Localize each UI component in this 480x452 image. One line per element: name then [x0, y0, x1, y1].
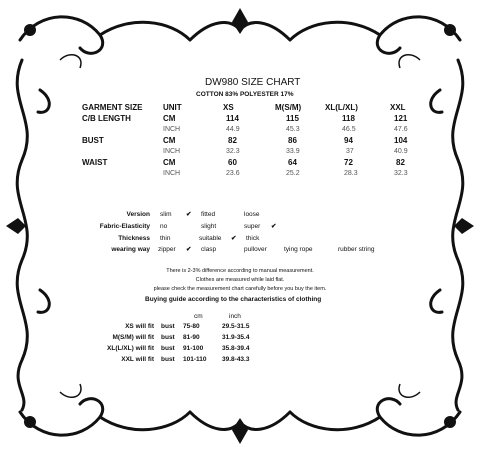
guide-inch: 29.5-31.5 [222, 323, 250, 330]
row-label-bust: BUST [82, 136, 104, 145]
option-super: super [244, 223, 261, 230]
label-wearing-way: wearing way [111, 246, 150, 253]
option-clasp: clasp [201, 246, 217, 253]
guide-size: XS will fit [125, 323, 154, 330]
cell-value: 64 [288, 158, 297, 167]
guide-part: bust [161, 345, 175, 352]
option-suitable: suitable [199, 235, 222, 242]
cell-value-inch: 23.6 [226, 170, 240, 177]
option-thick: thick [246, 235, 260, 242]
guide-size: XL(L/XL) will fit [107, 345, 154, 352]
cell-value: 94 [344, 136, 353, 145]
cell-value-inch: 44.9 [226, 126, 240, 133]
cell-unit-inch: INCH [163, 126, 181, 133]
cell-value: 118 [342, 114, 355, 123]
row-label-cb-length: C/B LENGTH [82, 114, 131, 123]
guide-cm: 101-110 [183, 356, 207, 363]
option-slim: slim [160, 211, 172, 218]
cell-value-inch: 45.3 [286, 126, 300, 133]
cell-unit-cm: CM [163, 114, 176, 123]
cell-value: 82 [228, 136, 237, 145]
cell-value: 114 [226, 114, 239, 123]
guide-cm: 75-80 [183, 323, 200, 330]
row-label-waist: WAIST [82, 158, 108, 167]
option-pullover: pullover [244, 246, 267, 253]
cell-unit-cm: CM [163, 136, 176, 145]
cell-value: 86 [288, 136, 297, 145]
guide-col-inch: inch [229, 313, 241, 320]
cell-unit-inch: INCH [163, 148, 181, 155]
header-m: M(S/M) [275, 103, 302, 112]
option-no: no [160, 223, 168, 230]
check-icon: ✔ [231, 235, 237, 242]
guide-cm: 91-100 [183, 345, 204, 352]
cell-value-inch: 47.6 [394, 126, 408, 133]
option-slight: slight [201, 223, 217, 230]
guide-part: bust [161, 334, 175, 341]
guide-title: Buying guide according to the characteristics of clothing [145, 296, 322, 303]
check-icon: ✔ [186, 211, 192, 218]
label-elasticity: Fabric-Elasticity [99, 223, 150, 230]
guide-size: XXL will fit [121, 356, 154, 363]
guide-size: M(S/M) will fit [112, 334, 154, 341]
header-unit: UNIT [163, 103, 182, 112]
cell-value: 115 [286, 114, 299, 123]
option-thin: thin [160, 235, 171, 242]
header-xs: XS [223, 103, 234, 112]
guide-inch: 39.8-43.3 [222, 356, 250, 363]
cell-value-inch: 28.3 [344, 170, 358, 177]
cell-unit-inch: INCH [163, 170, 181, 177]
cell-value-inch: 32.3 [226, 148, 240, 155]
header-xl: XL(L/XL) [325, 103, 358, 112]
check-icon: ✔ [186, 246, 192, 253]
label-thickness: Thickness [118, 235, 150, 242]
cell-value: 60 [228, 158, 237, 167]
guide-col-cm: cm [194, 313, 203, 320]
fabric-composition: COTTON 83% POLYESTER 17% [196, 91, 294, 98]
option-loose: loose [244, 211, 260, 218]
header-garment-size: GARMENT SIZE [82, 103, 143, 112]
guide-part: bust [161, 323, 175, 330]
cell-value: 121 [394, 114, 408, 123]
cell-value-inch: 25.2 [286, 170, 300, 177]
header-xxl: XXL [390, 103, 406, 112]
guide-inch: 35.8-39.4 [222, 345, 250, 352]
check-icon: ✔ [271, 223, 277, 230]
option-rubber-string: rubber string [338, 246, 375, 253]
guide-part: bust [161, 356, 175, 363]
note-line: There is 2-3% difference according to manual measurement. [166, 268, 314, 274]
cell-value-inch: 46.5 [342, 126, 356, 133]
option-fitted: fitted [201, 211, 216, 218]
note-line: Clothes are measured while laid flat. [195, 277, 285, 283]
option-tying-rope: tying rope [284, 246, 313, 253]
cell-value: 104 [394, 136, 408, 145]
cell-value-inch: 33.9 [286, 148, 300, 155]
guide-cm: 81-90 [183, 334, 200, 341]
guide-inch: 31.9-35.4 [222, 334, 250, 341]
cell-value-inch: 40.9 [394, 148, 408, 155]
cell-value-inch: 37 [346, 148, 354, 155]
option-zipper: zipper [158, 246, 176, 253]
cell-value: 82 [396, 158, 405, 167]
label-version: Version [126, 211, 150, 218]
note-line: please check the measurement chart carefully before you buy the item. [153, 286, 327, 292]
cell-value-inch: 32.3 [394, 170, 408, 177]
cell-unit-cm: CM [163, 158, 176, 167]
page-title: DW980 SIZE CHART [205, 77, 301, 88]
cell-value: 72 [344, 158, 353, 167]
